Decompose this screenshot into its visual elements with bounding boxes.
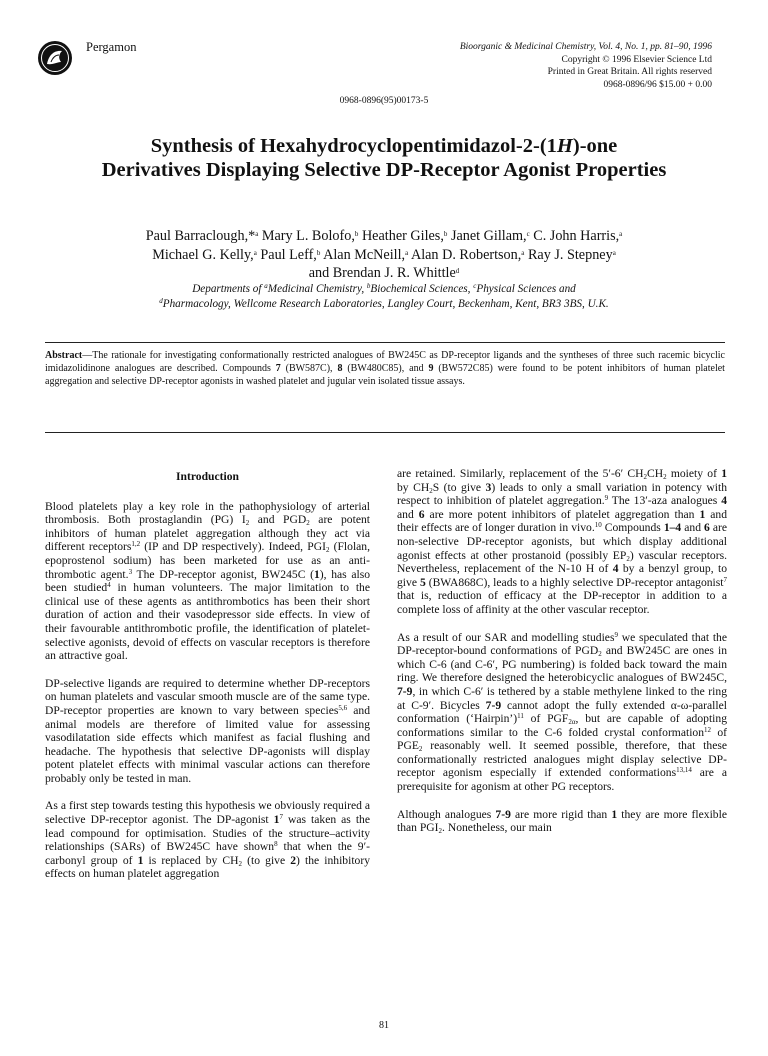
paragraph-4: are retained. Similarly, replacement of the 5′-6′ $CH_2CH_2$ moiety of 1 by $CH_2S$ (to give 3) leads to only a small variation in potency with respect to inhibition of platelet aggregation.$^9$ The 13′-aza analogues 4 and 6 are more potent inhibitors of platelet aggregation than 1 and their effects are of longer duration in vivo.$^{10}$ Compounds 1–4 and 6 are non-selective DP-receptor agonists, but which display additional agonist effects at other prostanoid (possibly $EP_2$) vascular receptors. Nevertheless, replacement of the N-10 H of 4 by a benzyl group, to give 5 (BWA868C), leads to a highly selective DP-receptor antagonist$^7$ that is, reduction of efficacy at the DP-receptor in addition to a complete loss of affinity at the other vascular receptor. (397, 467, 728, 616)
affiliation-line-1: Departments of $^a$Medicinal Chemistry, $^b$Biochemical Sciences, $^c$Physical Sciences and (192, 282, 576, 295)
abstract-text: —The rationale for investigating conformationally restricted analogues of BW245C as DP-receptor ligands and the syntheses of three such racemic bicyclic imidazolidinone analogues are described. Compounds 7 (BW587C), 8 (BW480C85), and 9 (BW572C85) were found to be potent inhibitors of human platelet aggregation and selective DP-receptor agonists in washed platelet and jugular vein isolated tissue assays. (45, 350, 725, 387)
page-number: 81 (379, 1020, 389, 1031)
introduction-heading: Introduction (176, 470, 239, 483)
affiliation-line-2: $^d$Pharmacology, Wellcome Research Laboratories, Langley Court, Beckenham, Kent, BR3 3BS, U.K. (159, 297, 609, 310)
authors-line-3: and Brendan J. R. Whittle$^d$ (308, 265, 460, 281)
paragraph-5: As a result of our SAR and modelling studies$^9$ we speculated that the DP-receptor-bound conformations of $PGD_2$ and BW245C are ones in which C-6 (and C-6′, PG numbering) is folded back toward the main ring. We therefore designed the heterobicyclic analogues of BW245C, 7-9, in which C-6′ is tethered by a stable methylene linked to the ring at C-9′. Bicycles 7-9 cannot adopt the fully extended α-ω-parallel conformation (‘Hairpin’)$^{11}$ of $PGF_{2\alpha}$, but are capable of adopting conformations similar to the C-6 folded crystal conformation$^{12}$ of $PGE_2$ reasonably well. It seemed possible, therefore, that these conformationally restricted analogues might display selective DP-receptor agonism especially if extended conformations$^{13,14}$ are a prerequisite for agonism at other PG receptors. (397, 630, 727, 794)
paragraph-6: Although analogues 7-9 are more rigid than 1 they are more flexible than $PGI_2$. Nonetheless, our main (397, 807, 727, 836)
rights-line: Printed in Great Britain. All rights reserved (547, 67, 712, 77)
right-column (397, 467, 727, 835)
abstract-label: Abstract (45, 350, 83, 361)
article-identifier: 0968-0896(95)00173-5 (339, 96, 429, 106)
abstract-bottom-rule (45, 432, 725, 433)
affiliations (40, 282, 728, 312)
authors-line-1: Paul Barraclough,*$^a$ Mary L. Bolofo,$^b$ Heather Giles,$^b$ Janet Gillam,$^c$ C. John Harris,$^a$ (145, 228, 623, 244)
authors-line-2: Michael G. Kelly,$^a$ Paul Leff,$^b$ Alan McNeill,$^a$ Alan D. Robertson,$^a$ Ray J. Stepney$^a$ (152, 246, 616, 263)
author-list (40, 227, 728, 283)
paragraph-2: DP-selective ligands are required to determine whether DP-receptors on human platelets and vascular smooth muscle are of the same type. DP-receptor properties are known to vary between species$^{5,6}$ and animal models are therefore of limited value for assessing vasodilatation side effects which manifest as facial flushing and headache. The hypothesis that selective DP-agonists will display potent platelet effects with minimal vascular actions can therefore probably only be tested in man. (45, 676, 370, 785)
article-title (40, 134, 728, 182)
title-line-2: Derivatives Displaying Selective DP-Receptor Agonist Properties (101, 159, 667, 181)
abstract-top-rule (45, 342, 725, 343)
abstract (45, 350, 725, 388)
journal-citation (460, 41, 712, 91)
title-line-1: Synthesis of Hexahydrocyclopentimidazol-2-(1H)-one (150, 135, 618, 157)
pergamon-logo-icon (37, 40, 73, 76)
paragraph-1: Blood platelets play a key role in the pathophysiology of arterial thrombosis. Both prostaglandin (PG) $I_2$ and $PGD_2$ are potent inhibitors of human platelet aggregation although they act via different receptors$^{1,2}$ (IP and DP respectively). Indeed, $PGI_2$ (Flolan, epoprostenol sodium) has been marketed for use as an anti-thrombotic agent.$^3$ The DP-receptor agonist, BW245C (1), has also been studied$^4$ in human volunteers. The major limitation to the clinical use of these agents as antithrombotics has been their short duration of action and their vasodepressor side effects. In view of their favourable antithrombotic profile, the identification of platelet-selective agonists, devoid of effects on vascular receptors is therefore an attractive goal. (45, 499, 371, 663)
left-column (45, 470, 370, 881)
publisher-name: Pergamon (86, 40, 137, 54)
copyright-line: Copyright © 1996 Elsevier Science Ltd (561, 54, 712, 65)
price-line: 0968-0896/96 $15.00 + 0.00 (603, 79, 712, 90)
journal-line: Bioorganic & Medicinal Chemistry, Vol. 4, No. 1, pp. 81–90, 1996 (459, 42, 712, 52)
paragraph-3: As a first step towards testing this hypothesis we obviously required a selective DP-receptor agonist. The DP-agonist $1^7$ was taken as the lead compound for optimisation. Studies of the structure–activity relationships (SARs) of BW245C have shown$^8$ that when the 9′-carbonyl group of 1 is replaced by $CH_2$ (to give 2) the inhibitory effects on human platelet aggregation (45, 799, 370, 881)
